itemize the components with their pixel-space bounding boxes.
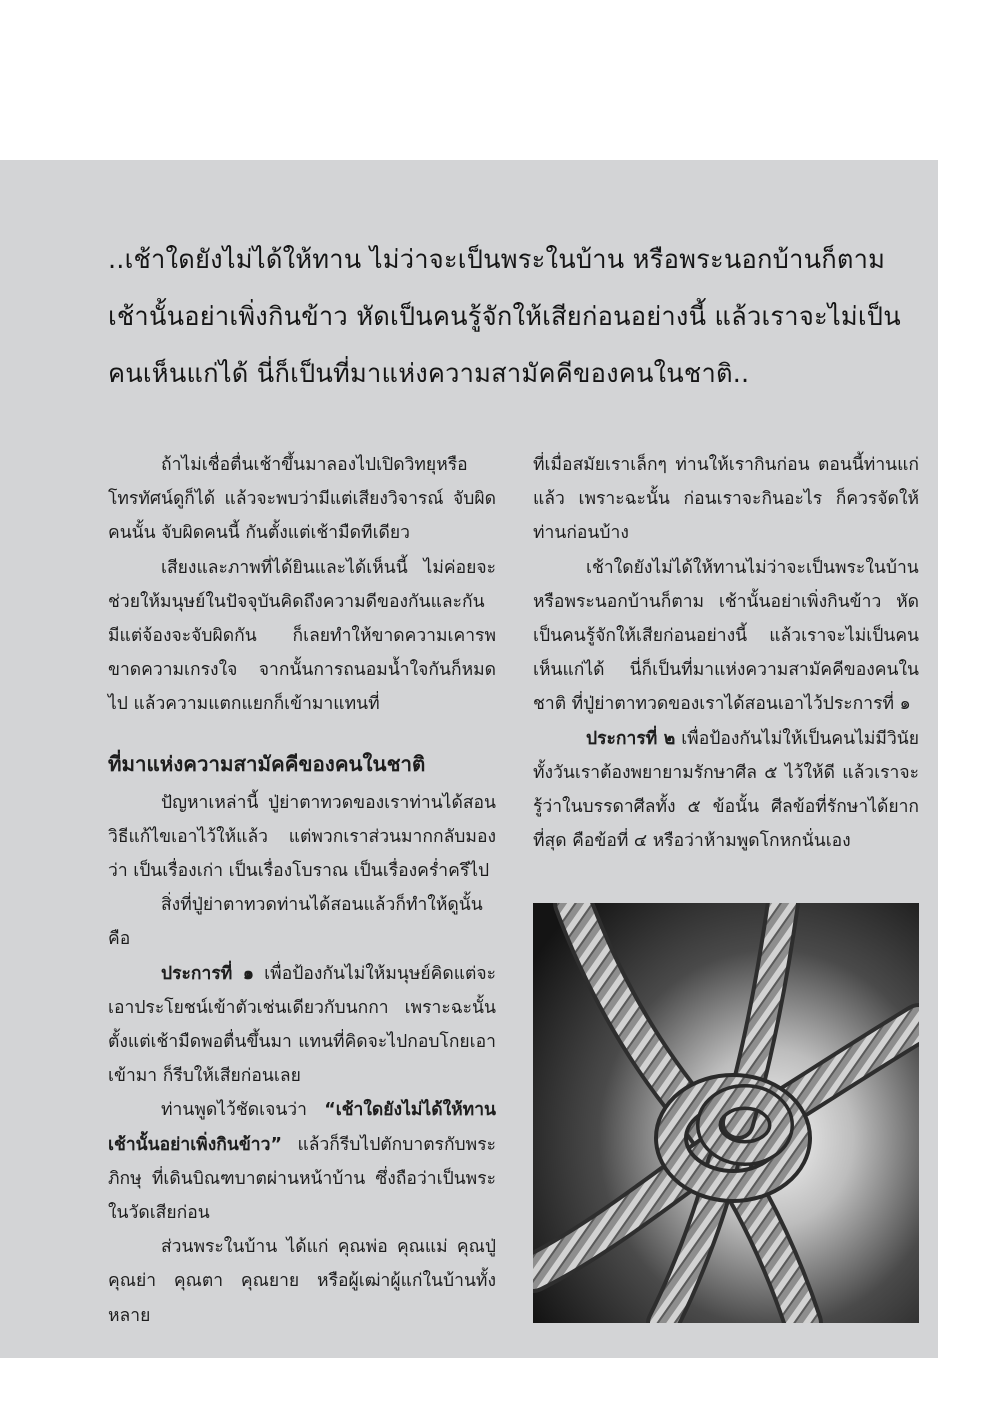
right-column (533, 448, 919, 858)
paragraph-text: แล้วก็รีบไปตักบาตรกับพระภิกษุ ที่เดินบิณฑบาตผ่านหน้าบ้าน ซึ่งถือว่าเป็นพระในวัดเสียก่อน (108, 1134, 496, 1224)
paragraph (108, 957, 496, 1094)
paragraph (533, 722, 919, 859)
paragraph: สิ่งที่ปู่ย่าตาทวดท่านได้สอนแล้วก็ทำให้ดูนั้นคือ (108, 895, 483, 950)
left-column (108, 448, 496, 1333)
paragraph: ปัญหาเหล่านี้ ปู่ย่าตาทวดของเราท่านได้สอนวิธีแก้ไขเอาไว้ให้แล้ว แต่พวกเราส่วนมากกลับมองว่า เป็นเรื่องเก่า เป็นเรื่องโบราณ เป็นเรื่องคร่ำครึไป (108, 792, 496, 882)
section-heading: ที่มาแห่งความสามัคคีของคนในชาติ (108, 751, 426, 776)
paragraph: ถ้าไม่เชื่อตื่นเช้าขึ้นมาลองไปเปิดวิทยุหรือโทรทัศน์ดูก็ได้ แล้วจะพบว่ามีแต่เสียงวิจารณ์ จับผิดคนนั้น จับผิดคนนี้ กันตั้งแต่เช้ามืดทีเดียว (108, 455, 496, 544)
rope-knot-photo (533, 903, 919, 1323)
paragraph (108, 1093, 496, 1230)
bold-quote: “เช้าใดยังไม่ได้ให้ทาน เช้านั้นอย่าเพิ่งกินข้าว” (108, 1100, 496, 1155)
rope-knot-illustration (533, 903, 919, 1323)
pull-quote-line-2: เช้านั้นอย่าเพิ่งกินข้าว หัดเป็นคนรู้จักให้เสียก่อนอย่างนี้ แล้วเราจะไม่เป็น (108, 302, 901, 332)
paragraph: เสียงและภาพที่ได้ยินและได้เห็นนี้ ไม่ค่อยจะช่วยให้มนุษย์ในปัจจุบันคิดถึงความดีของกันและกัน มีแต่จ้องจะจับผิดกัน ก็เลยทำให้ขาดความเคารพ ขาดความเกรงใจ จากนั้นการถนอมน้ำใจกันก็หมดไป แล้วความแตกแยกก็เข้ามาแทนที่ (108, 557, 496, 715)
pull-quote-line-3: คนเห็นแก่ได้ นี่ก็เป็นที่มาแห่งความสามัคคีของคนในชาติ.. (108, 359, 750, 389)
paragraph: ส่วนพระในบ้าน ได้แก่ คุณพ่อ คุณแม่ คุณปู่ คุณย่า คุณตา คุณยาย หรือผู้เฒ่าผู้แก่ในบ้านทั้งหลาย (108, 1237, 496, 1326)
bold-lead: ประการที่ ๑ (161, 963, 255, 984)
paragraph-text: เพื่อป้องกันไม่ให้มนุษย์คิดแต่จะเอาประโยชน์เข้าตัวเช่นเดียวกับนกกา เพราะฉะนั้น ตั้งแต่เช้ามืดพอตื่นขึ้นมา แทนที่คิดจะไปกอบโกยเอาเข้ามา ก็รีบให้เสียก่อนเลย (108, 963, 497, 1087)
paragraph-text: เพื่อป้องกันไม่ให้เป็นคนไม่มีวินัย ทั้งวันเราต้องพยายามรักษาศีล ๕ ไว้ให้ดี แล้วเราจะรู้ว่าในบรรดาศีลทั้ง ๕ ข้อนั้น ศีลข้อที่รักษาได้ยากที่สุด คือข้อที่ ๔ หรือว่าห้ามพูดโกหกนั่นเอง (533, 728, 919, 852)
paragraph-text: ท่านพูดไว้ชัดเจนว่า (161, 1100, 325, 1121)
pull-quote (108, 232, 928, 403)
paragraph: เช้าใดยังไม่ได้ให้ทานไม่ว่าจะเป็นพระในบ้านหรือพระนอกบ้านก็ตาม เช้านั้นอย่าเพิ่งกินข้าว หัดเป็นคนรู้จักให้เสียก่อนอย่างนี้ แล้วเราจะไม่เป็นคนเห็นแก่ได้ นี่ก็เป็นที่มาแห่งความสามัคคีของคนในชาติ ที่ปู่ย่าตาทวดของเราได้สอนเอาไว้ประการที่ ๑ (533, 557, 919, 715)
bold-lead: ประการที่ ๒ (586, 728, 676, 749)
pull-quote-line-1: ..เช้าใดยังไม่ได้ให้ทาน ไม่ว่าจะเป็นพระในบ้าน หรือพระนอกบ้านก็ตาม (108, 245, 886, 275)
paragraph: ที่เมื่อสมัยเราเล็กๆ ท่านให้เรากินก่อน ตอนนี้ท่านแก่แล้ว เพราะฉะนั้น ก่อนเราจะกินอะไร ก็ควรจัดให้ท่านก่อนบ้าง (533, 455, 919, 544)
